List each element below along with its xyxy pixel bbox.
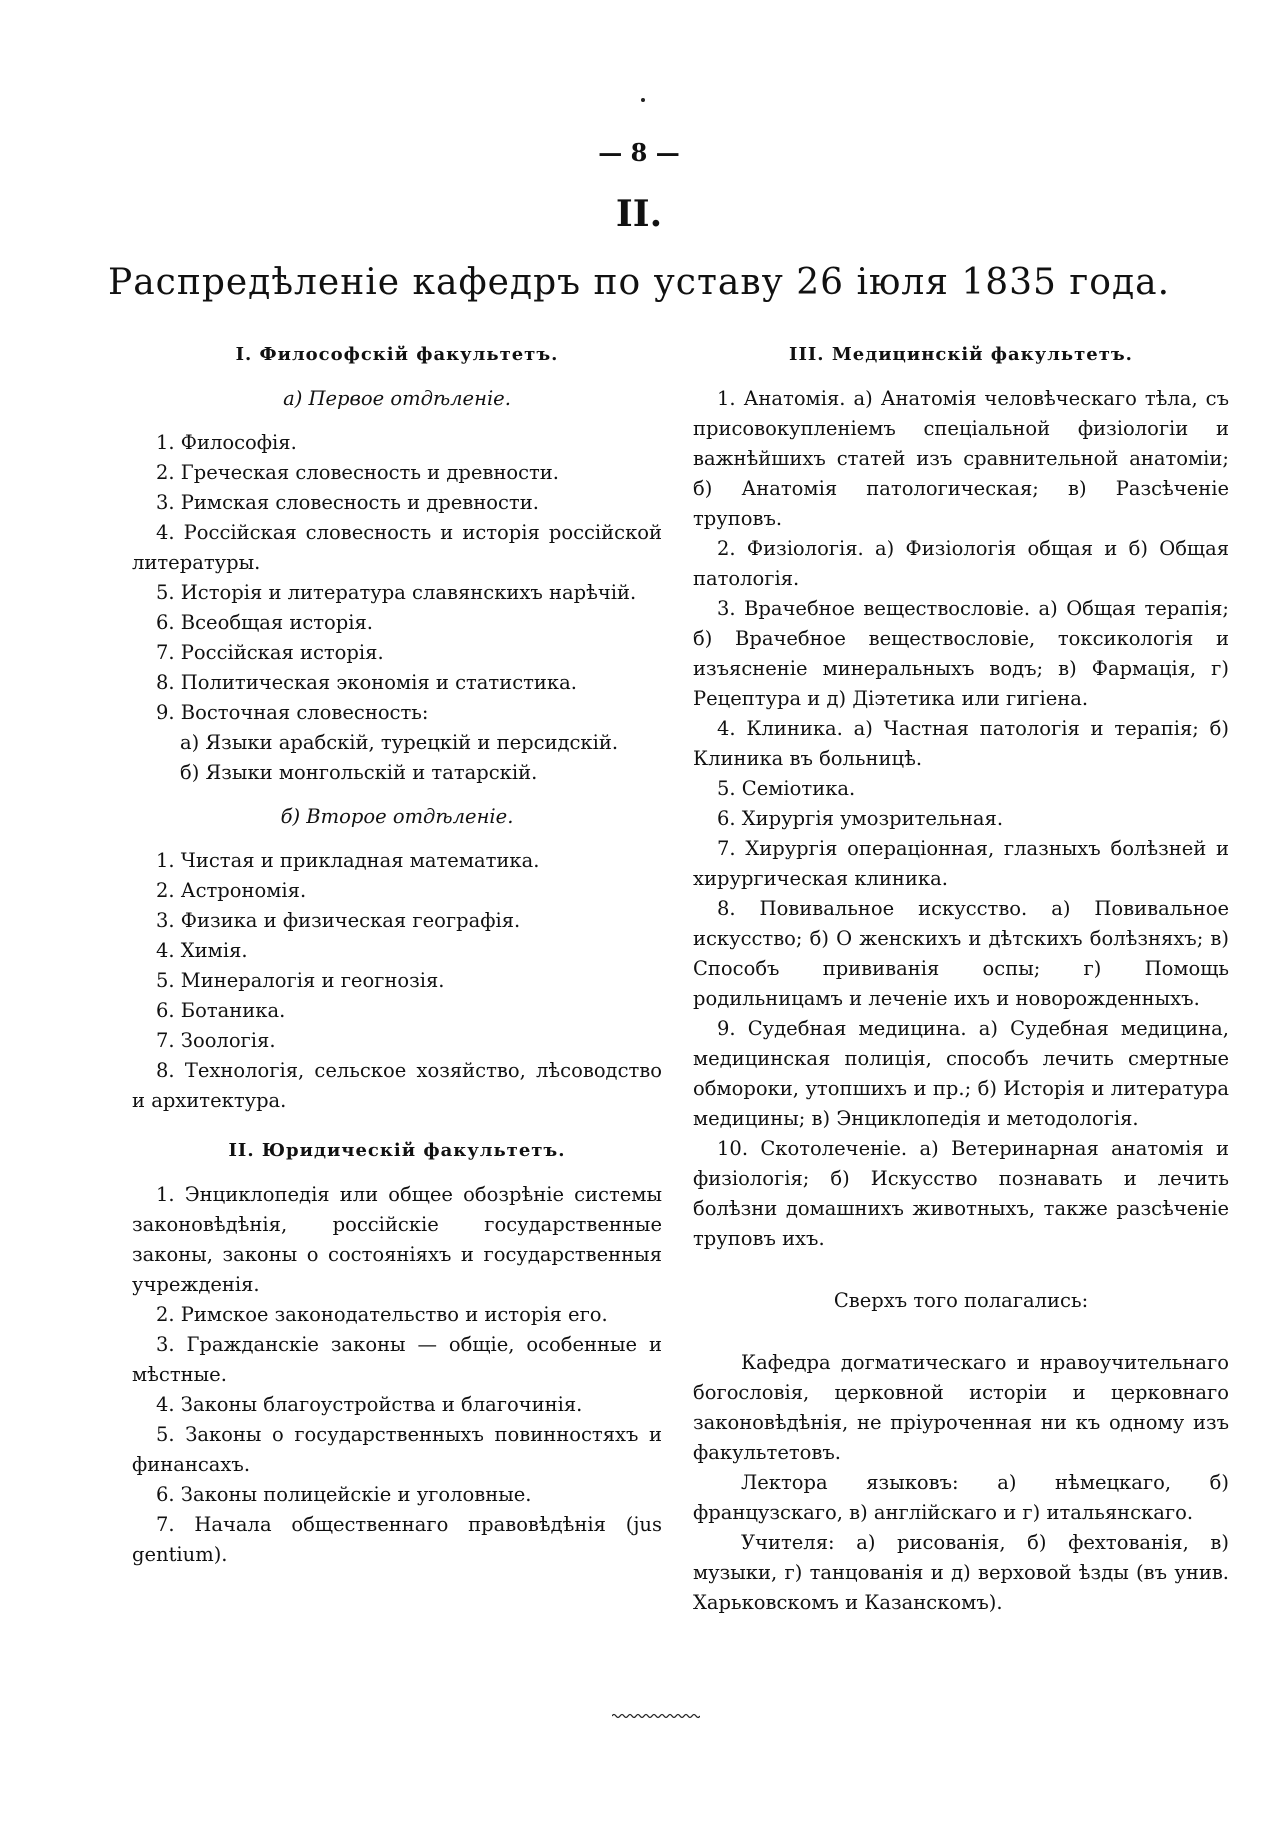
second-department-heading: б) Второе отдѣленіе. [280,805,514,828]
list-item: 6. Ботаника. [156,999,286,1022]
ink-speck [641,98,645,102]
first-department-heading: а) Первое отдѣленіе. [283,387,511,410]
page-number: — 8 — [598,138,680,167]
list-item: 7. Начала общественнаго правовѣдѣнія (jus gentium). [132,1513,662,1566]
medical-faculty-list [693,384,1229,1254]
law-faculty-heading: II. Юридическій факультетъ. [228,1140,566,1161]
list-item: 7. Зоологія. [156,1029,276,1052]
list-item: 5. Исторія и литература славянскихъ нарѣчій. [156,581,637,604]
list-item: 1. Анатомія. а) Анатомія человѣческаго тѣла, съ присовокупленіемъ спеціальной физіологіи и важнѣйшихъ статей изъ сравнительной анатоміи; б) Анатомія патологическая; в) Разсѣченіе труповъ. [693,387,1229,530]
right-column [693,340,1229,1618]
philosophy-faculty-heading: I. Философскій факультетъ. [235,344,559,365]
list-item: 2. Астрономія. [156,879,307,902]
decorative-wavy-rule [612,1713,700,1719]
list-item: 9. Судебная медицина. а) Судебная медицина, медицинская полиція, способъ лечить смертные обмороки, утопшихъ и пр.; б) Исторія и литература медицины; в) Энциклопедія и методологія. [693,1017,1229,1130]
list-item: 6. Хирургія умозрительная. [717,807,1004,830]
list-item: 6. Законы полицейскіе и уголовные. [156,1483,532,1506]
list-item: 4. Россійская словесность и исторія россійской литературы. [132,521,662,574]
list-item: 8. Политическая экономія и статистика. [156,671,577,694]
second-department-list [132,846,662,1116]
list-item: 2. Физіологія. а) Физіологія общая и б) Общая патологія. [693,537,1229,590]
list-item: 4. Законы благоустройства и благочинія. [156,1393,583,1416]
law-faculty-list [132,1180,662,1570]
list-item: 2. Греческая словесность и древности. [156,461,559,484]
list-item: 1. Энциклопедія или общее обозрѣніе системы законовѣдѣнія, россійскіе государственные законы, законы о состояніяхъ и государственныя учрежденія. [132,1183,662,1296]
list-item: 3. Гражданскіе законы — общіе, особенные и мѣстные. [132,1333,662,1386]
first-department-list [132,428,662,788]
medical-faculty-heading: III. Медицинскій факультетъ. [789,344,1133,365]
list-item: 5. Семіотика. [717,777,856,800]
list-item: 4. Клиника. а) Частная патологія и терапія; б) Клиника въ больницѣ. [693,717,1229,770]
list-item: 6. Всеобщая исторія. [156,611,373,634]
list-item: 3. Врачебное веществословіе. а) Общая терапія; б) Врачебное веществословіе, токсикологія и изъясненіе минеральныхъ водъ; в) Фармація, г) Рецептура и д) Діэтетика или гигіена. [693,597,1229,710]
additional-heading: Сверхъ того полагались: [833,1289,1089,1312]
list-item: 7. Россійская исторія. [156,641,384,664]
list-item: 10. Скотолеченіе. а) Ветеринарная анатомія и физіологія; б) Искусство познавать и лечить болѣзни домашнихъ животныхъ, также разсѣченіе труповъ ихъ. [693,1137,1229,1250]
list-item: 2. Римское законодательство и исторія его. [156,1303,608,1326]
page-title: Распредѣленіе кафедръ по уставу 26 іюля 1835 года. [107,262,1171,303]
section-number: II. [615,193,663,235]
paragraph: Лектора языковъ: а) нѣмецкаго, б) французскаго, в) англійскаго и г) итальянскаго. [693,1471,1229,1524]
list-item: 1. Философія. [156,431,297,454]
list-item: 3. Физика и физическая географія. [156,909,521,932]
list-item: 3. Римская словесность и древности. [156,491,539,514]
list-subitem: б) Языки монгольскій и татарскій. [180,761,538,784]
list-item: 5. Законы о государственныхъ повинностяхъ и финансахъ. [132,1423,662,1476]
list-item: 8. Технологія, сельское хозяйство, лѣсоводство и архитектура. [132,1059,662,1112]
list-item: 5. Минералогія и геогнозія. [156,969,445,992]
list-subitem: а) Языки арабскій, турецкій и персидскій. [180,731,619,754]
left-column [132,340,662,1570]
list-item: 4. Химія. [156,939,248,962]
paragraph: Учителя: а) рисованія, б) фехтованія, в) музыки, г) танцованія и д) верховой ѣзды (въ унив. Харьковскомъ и Казанскомъ). [693,1531,1229,1614]
list-item: 8. Повивальное искусство. а) Повивальное искусство; б) О женскихъ и дѣтскихъ болѣзняхъ; в) Способъ прививанія оспы; г) Помощь родильницамъ и леченіе ихъ и новорожденныхъ. [693,897,1229,1010]
paragraph: Кафедра догматическаго и нравоучительнаго богословія, церковной исторіи и церковнаго законовѣдѣнія, не пріуроченная ни къ одному изъ факультетовъ. [693,1351,1229,1464]
list-item: 7. Хирургія операціонная, глазныхъ болѣзней и хирургическая клиника. [693,837,1229,890]
list-item: 9. Восточная словесность: [156,701,429,724]
list-item: 1. Чистая и прикладная математика. [156,849,540,872]
